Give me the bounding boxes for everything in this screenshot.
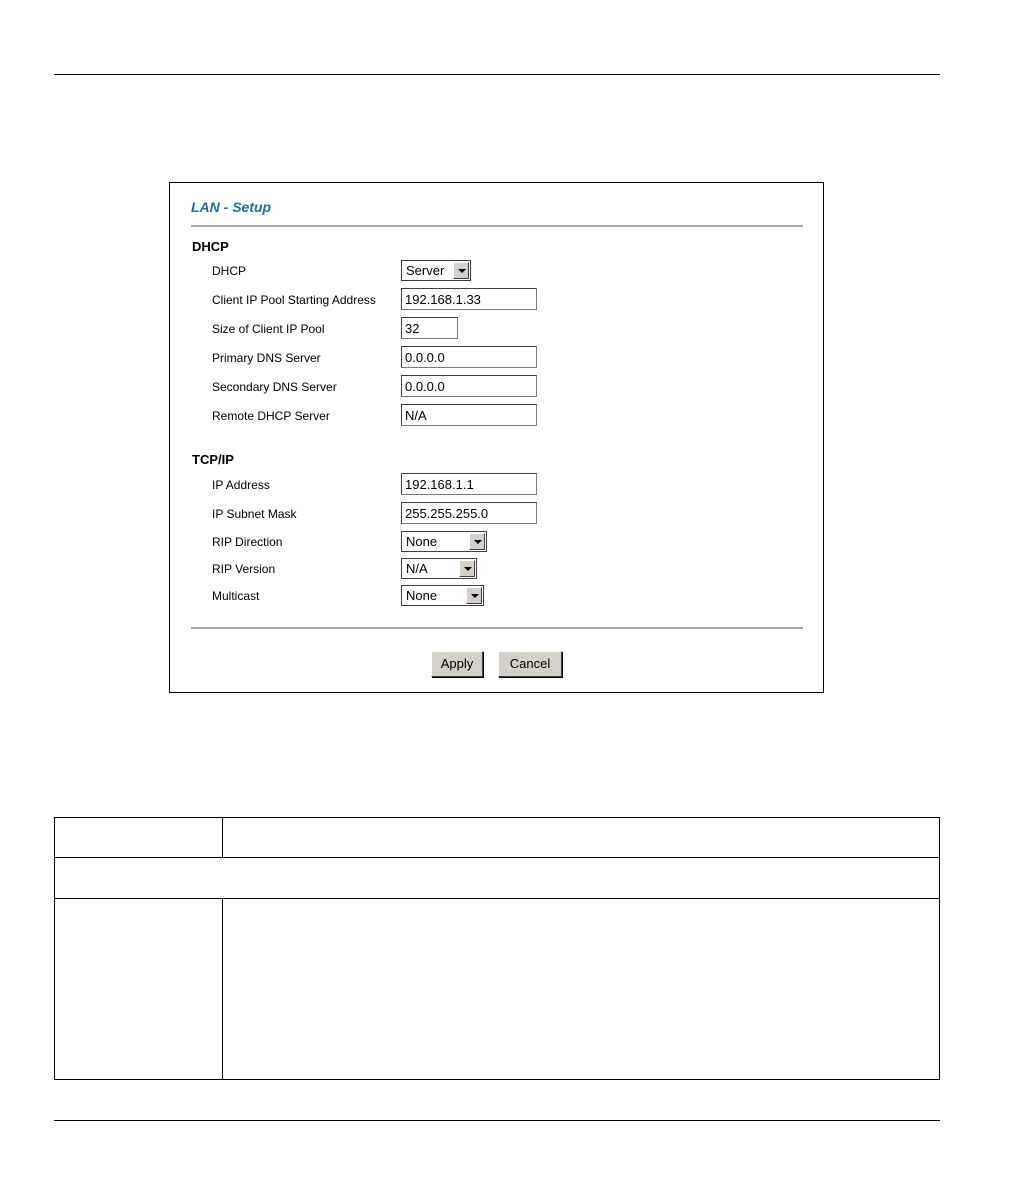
multicast-value: None (406, 588, 438, 603)
cancel-button[interactable]: Cancel (498, 651, 562, 677)
chevron-down-icon[interactable] (453, 262, 469, 279)
page-footer-rule (54, 1120, 940, 1121)
rip-version-value: N/A (406, 561, 428, 576)
dhcp-mode-label: DHCP (212, 264, 247, 278)
primary-dns-input[interactable] (401, 346, 537, 368)
remote-dhcp-input[interactable] (401, 404, 537, 426)
chevron-down-icon[interactable] (469, 533, 485, 550)
header-column-divider (222, 818, 223, 858)
rip-version-select[interactable] (401, 558, 477, 579)
dhcp-mode-value: Server (406, 263, 445, 278)
rip-direction-label: RIP Direction (212, 535, 283, 549)
ip-address-label: IP Address (212, 478, 270, 492)
chevron-down-icon[interactable] (459, 560, 475, 577)
rip-direction-value: None (406, 534, 438, 549)
primary-dns-label: Primary DNS Server (212, 351, 321, 365)
title-divider (191, 225, 803, 227)
remote-dhcp-label: Remote DHCP Server (212, 409, 330, 423)
page-header-rule (54, 74, 940, 75)
rip-direction-select[interactable] (401, 531, 487, 552)
multicast-label: Multicast (212, 589, 260, 603)
pool-size-label: Size of Client IP Pool (212, 322, 325, 336)
tcpip-section-heading: TCP/IP (192, 452, 234, 467)
header-row-divider (55, 857, 939, 858)
section-row-divider (55, 898, 939, 899)
lan-setup-panel (169, 182, 824, 693)
secondary-dns-input[interactable] (401, 375, 537, 397)
dhcp-section-heading: DHCP (192, 239, 229, 254)
ip-address-input[interactable] (401, 473, 537, 495)
footer-divider (191, 627, 803, 629)
pool-size-input[interactable] (401, 317, 458, 339)
secondary-dns-label: Secondary DNS Server (212, 380, 337, 394)
multicast-select[interactable] (401, 585, 484, 606)
panel-title: LAN - Setup (191, 199, 272, 215)
pool-start-label: Client IP Pool Starting Address (212, 293, 376, 307)
dhcp-mode-select[interactable] (401, 260, 471, 281)
subnet-mask-input[interactable] (401, 502, 537, 524)
subnet-mask-label: IP Subnet Mask (212, 507, 297, 521)
rip-version-label: RIP Version (212, 562, 276, 576)
pool-start-input[interactable] (401, 288, 537, 310)
chevron-down-icon[interactable] (466, 587, 482, 604)
description-table (54, 817, 940, 1080)
apply-button[interactable]: Apply (431, 651, 483, 677)
body-column-divider (222, 898, 223, 1080)
